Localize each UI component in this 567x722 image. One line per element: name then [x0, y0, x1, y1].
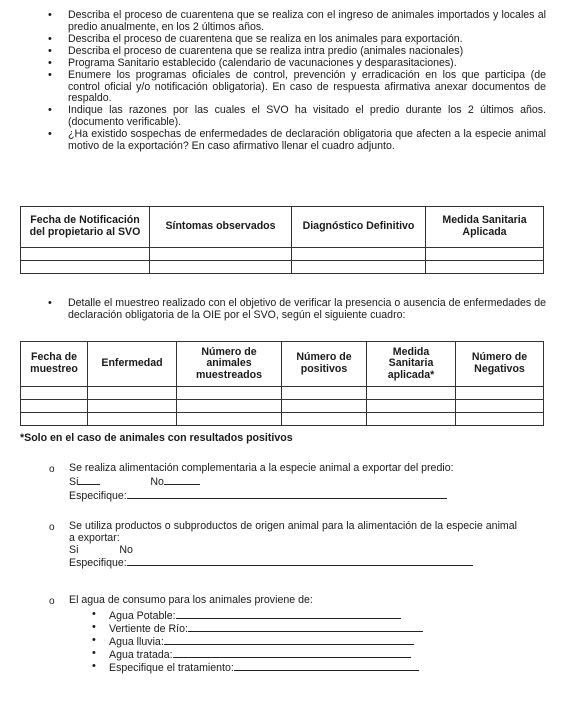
yes-blank[interactable]: [78, 475, 100, 485]
circle-bullet-icon: o: [49, 596, 55, 607]
table-cell[interactable]: [177, 400, 282, 413]
circle-bullet-icon: o: [49, 522, 55, 533]
table-header: Número de animales muestreados: [177, 342, 282, 387]
table-header: Diagnóstico Definitivo: [292, 207, 426, 248]
list-item: • Agua lluvia:: [92, 635, 423, 648]
table-header: Medida Sanitaria Aplicada: [426, 207, 544, 248]
list-item: • Vertiente de Río:: [92, 622, 423, 635]
table-header: Fecha de muestreo: [21, 342, 88, 387]
table-row: [21, 400, 544, 413]
table-header: Enfermedad: [88, 342, 177, 387]
table-cell[interactable]: [426, 261, 544, 274]
list-item: • Describa el proceso de cuarentena que se realiza en los animales para exportación.: [48, 32, 463, 45]
table-header-row: [21, 342, 544, 387]
table-header: Fecha de Notificación del propietario al SVO: [21, 207, 150, 248]
bullet-icon: •: [48, 9, 52, 21]
list-item: • Describa el proceso de cuarentena que se realiza con el ingreso de animales importados y locales al predio anualmente, en los 2 últimos años.: [48, 9, 546, 33]
table-cell[interactable]: [21, 387, 88, 400]
bullet-icon: •: [92, 621, 96, 633]
question-text: Se utiliza productos o subproductos de origen animal para la alimentación de la especie animal a exportar:: [69, 520, 517, 544]
circle-bullet-icon: o: [49, 464, 55, 475]
table-cell[interactable]: [88, 400, 177, 413]
answer-blank[interactable]: [164, 635, 414, 645]
table-cell[interactable]: [88, 387, 177, 400]
table-header: Número de Negativos: [456, 342, 544, 387]
no-label: No: [119, 543, 133, 556]
answer-blank[interactable]: [188, 622, 423, 632]
bullet-icon: •: [92, 647, 96, 659]
list-item: • Agua Potable:: [92, 609, 423, 622]
bullet-icon: •: [92, 634, 96, 646]
table-cell[interactable]: [426, 248, 544, 261]
table-cell[interactable]: [88, 413, 177, 426]
specify-label: Especifique:: [69, 557, 127, 570]
table-header: Medida Sanitaria aplicada*: [367, 342, 456, 387]
footnote: *Solo en el caso de animales con resultados positivos: [20, 432, 293, 444]
requirements-list: [46, 10, 546, 153]
table-cell[interactable]: [292, 261, 426, 274]
table-row: [21, 387, 544, 400]
bullet-icon: •: [92, 608, 96, 620]
table-cell[interactable]: [292, 248, 426, 261]
yes-label: Si: [69, 476, 79, 489]
no-blank[interactable]: [164, 475, 200, 485]
table-cell[interactable]: [177, 387, 282, 400]
specify-row: [69, 489, 539, 503]
table-cell[interactable]: [21, 400, 88, 413]
table-row: [21, 248, 544, 261]
water-source-list: [92, 609, 423, 674]
table-cell[interactable]: [367, 413, 456, 426]
table-cell[interactable]: [21, 248, 150, 261]
list-item: • ¿Ha existido sospechas de enfermedades de declaración obligatoria que afecten a la especie animal motivo de la exportación? En caso afirmativo llenar el cuadro adjunto.: [48, 127, 546, 152]
list-item: • Programa Sanitario establecido (calendario de vacunaciones y desparasitaciones).: [48, 56, 457, 69]
answer-blank[interactable]: [234, 661, 419, 671]
question-1: [69, 463, 539, 502]
table-cell[interactable]: [456, 387, 544, 400]
yes-label: Si: [69, 543, 79, 556]
table-cell[interactable]: [456, 400, 544, 413]
table-cell[interactable]: [21, 261, 150, 274]
table-header: Número de positivos: [282, 342, 367, 387]
table-header: Síntomas observados: [150, 207, 292, 248]
list-item: • Indique las razones por las cuales el SVO ha visitado el predio durante los 2 últimos años. (documento verificable).: [48, 104, 546, 128]
bullet-icon: •: [48, 56, 52, 69]
yes-no-row: [69, 545, 517, 557]
list-item: • Describa el proceso de cuarentena que se realiza intra predio (animales nacionales): [48, 44, 464, 57]
question-3-text: El agua de consumo para los animales proviene de:: [69, 594, 313, 606]
bullet-icon: •: [48, 68, 52, 81]
specify-row: [69, 556, 517, 570]
notification-table: [20, 206, 544, 274]
answer-blank[interactable]: [176, 609, 401, 619]
yes-no-row: [69, 475, 539, 489]
bullet-icon: •: [48, 127, 52, 140]
specify-blank[interactable]: [127, 556, 473, 566]
table-cell[interactable]: [367, 387, 456, 400]
bullet-icon: •: [92, 660, 96, 672]
table-cell[interactable]: [456, 413, 544, 426]
question-text: Se realiza alimentación complementaria a la especie animal a exportar del predio:: [69, 462, 454, 474]
table-cell[interactable]: [367, 400, 456, 413]
no-label: No: [150, 476, 164, 489]
specify-label: Especifique:: [69, 489, 127, 502]
bullet-icon: •: [48, 44, 52, 57]
table-cell[interactable]: [21, 413, 88, 426]
table-cell[interactable]: [282, 413, 367, 426]
list-item: • Especifique el tratamiento:: [92, 661, 423, 674]
table-cell[interactable]: [150, 248, 292, 261]
table-row: [21, 413, 544, 426]
list-item: • Agua tratada:: [92, 648, 423, 661]
list-item: • Enumere los programas oficiales de control, prevención y erradicación en los que participa (de control oficial y/o notificación obligatoria). En caso de respuesta afirmativa anexar documentos de respaldo.: [48, 68, 546, 105]
question-2: [69, 521, 517, 570]
table-cell[interactable]: [282, 387, 367, 400]
bullet-icon: •: [48, 297, 52, 309]
answer-blank[interactable]: [173, 648, 411, 658]
table-header-row: [21, 207, 544, 248]
table-cell[interactable]: [150, 261, 292, 274]
specify-blank[interactable]: [127, 489, 447, 499]
bullet-icon: •: [48, 104, 52, 117]
muestreo-section: [46, 298, 546, 322]
bullet-icon: •: [48, 32, 52, 45]
table-cell[interactable]: [282, 400, 367, 413]
table-cell[interactable]: [177, 413, 282, 426]
sampling-table: [20, 341, 544, 426]
list-item: • Detalle el muestreo realizado con el objetivo de verificar la presencia o ausencia de enfermedades de declaración obligatoria de la OIE por el SVO, según el siguiente cuadro:: [48, 297, 546, 321]
table-row: [21, 261, 544, 274]
